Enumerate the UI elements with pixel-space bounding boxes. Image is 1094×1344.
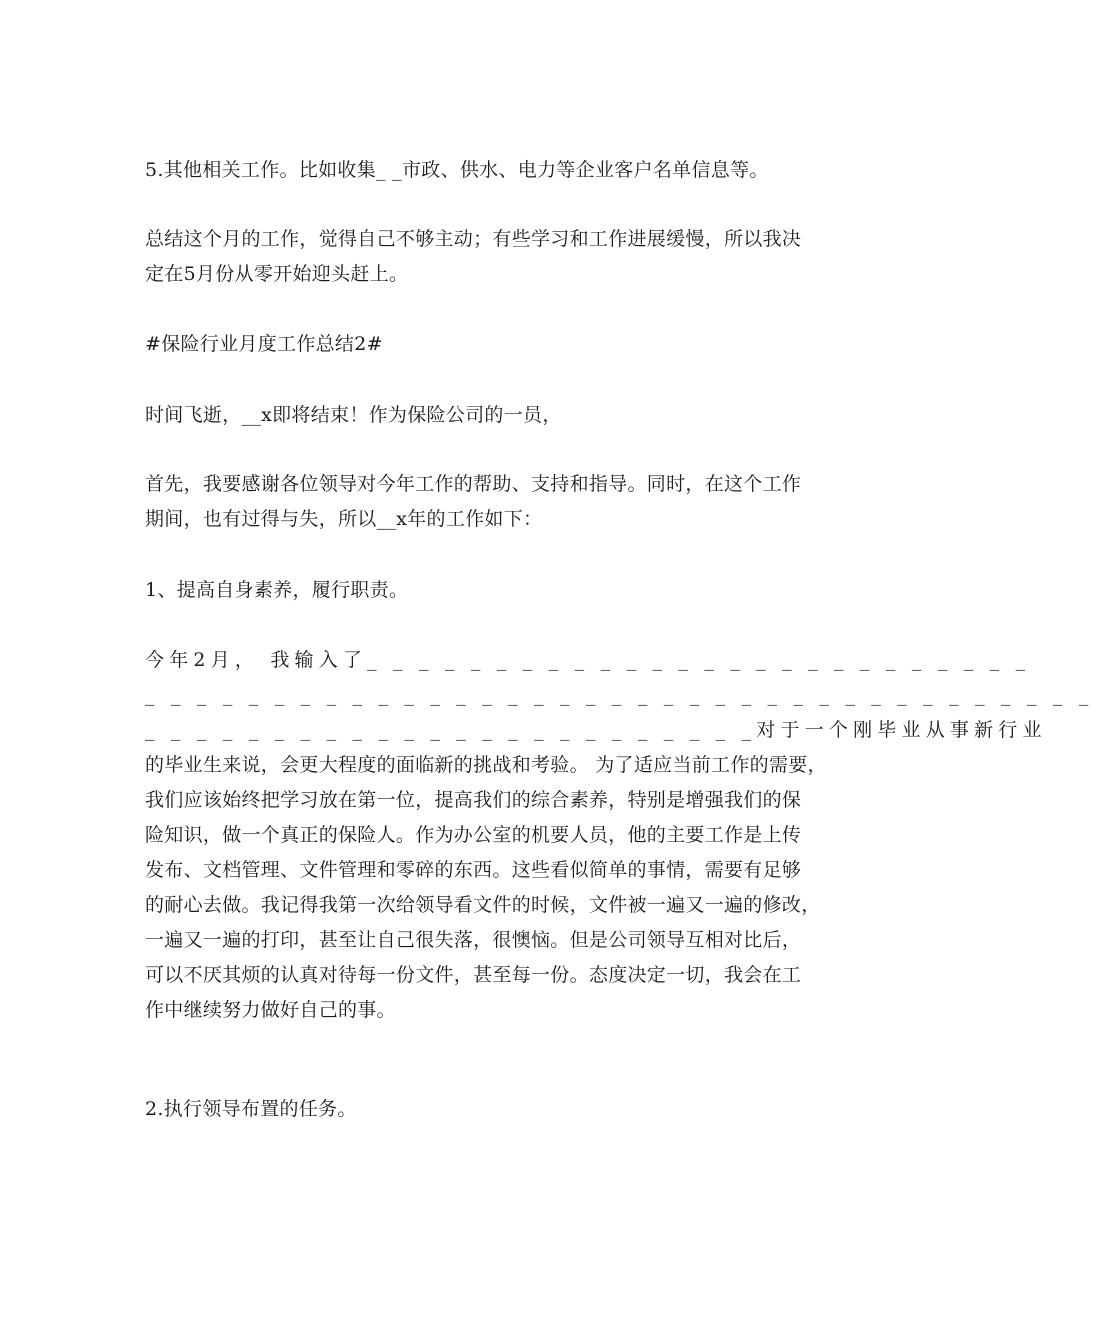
- text-line: 定在5月份从零开始迎头赶上。: [145, 263, 409, 285]
- text-line: 的耐心去做。我记得我第一次给领导看文件的时候，文件被一遍又一遍的修改，: [145, 894, 821, 916]
- text-line: 总结这个月的工作，觉得自己不够主动；有些学习和工作进展缓慢，所以我决: [145, 228, 802, 250]
- text-line: 一遍又一遍的打印，甚至让自己很失落，很懊恼。但是公司领导互相对比后，: [145, 929, 802, 951]
- text-line: 可以不厌其烦的认真对待每一份文件，甚至每一份。态度决定一切，我会在工: [145, 964, 802, 986]
- text-line: _ _ _ _ _ _ _ _ _ _ _ _ _ _ _ _ _ _ _ _ _ _ _ _ _ _ _ _ _ _ _ _ _ _ _ _ _: [145, 684, 1094, 706]
- text-line: 险知识，做一个真正的保险人。作为办公室的机要人员，他的主要工作是上传: [145, 824, 802, 846]
- text-line: 1、提高自身素养，履行职责。: [145, 579, 409, 601]
- paragraph-other-work: [145, 153, 815, 188]
- paragraph-thanks: [145, 467, 815, 537]
- section-heading: [145, 327, 815, 362]
- paragraph-monthly-summary: [145, 222, 815, 292]
- text-line: 5.其他相关工作。比如收集_ _市政、供水、电力等企业客户名单信息等。: [145, 159, 769, 181]
- text-line: 的毕业生来说，会更大程度的面临新的挑战和考验。 为了适应当前工作的需要，: [145, 754, 827, 776]
- paragraph-intro: [145, 398, 815, 433]
- text-line: 时间飞逝，__x即将结束！作为保险公司的一员，: [145, 404, 562, 426]
- paragraph-main-body: [145, 643, 1094, 1028]
- text-line: 我们应该始终把学习放在第一位，提高我们的综合素养，特别是增强我们的保: [145, 789, 802, 811]
- list-item-heading-2: [145, 1092, 815, 1127]
- text-line: 作中继续努力做好自己的事。: [145, 999, 396, 1021]
- heading-text: #保险行业月度工作总结2#: [145, 333, 383, 355]
- text-line: 首先，我要感谢各位领导对今年工作的帮助、支持和指导。同时，在这个工作: [145, 473, 802, 495]
- text-line: 发布、文档管理、文件管理和零碎的东西。这些看似简单的事情，需要有足够: [145, 859, 802, 881]
- list-item-heading-1: [145, 573, 815, 608]
- text-line: 今年2月， 我输入了_ _ _ _ _ _ _ _ _ _ _ _ _ _ _ _ _ _ _ _ _ _ _ _ _ _: [145, 649, 1031, 671]
- text-line: _ _ _ _ _ _ _ _ _ _ _ _ _ _ _ _ _ _ _ _ _ _ _ _对于一个刚毕业从事新行业: [145, 719, 1047, 741]
- text-line: 期间，也有过得与失，所以__x年的工作如下：: [145, 508, 543, 530]
- text-line: 2.执行领导布置的任务。: [145, 1098, 357, 1120]
